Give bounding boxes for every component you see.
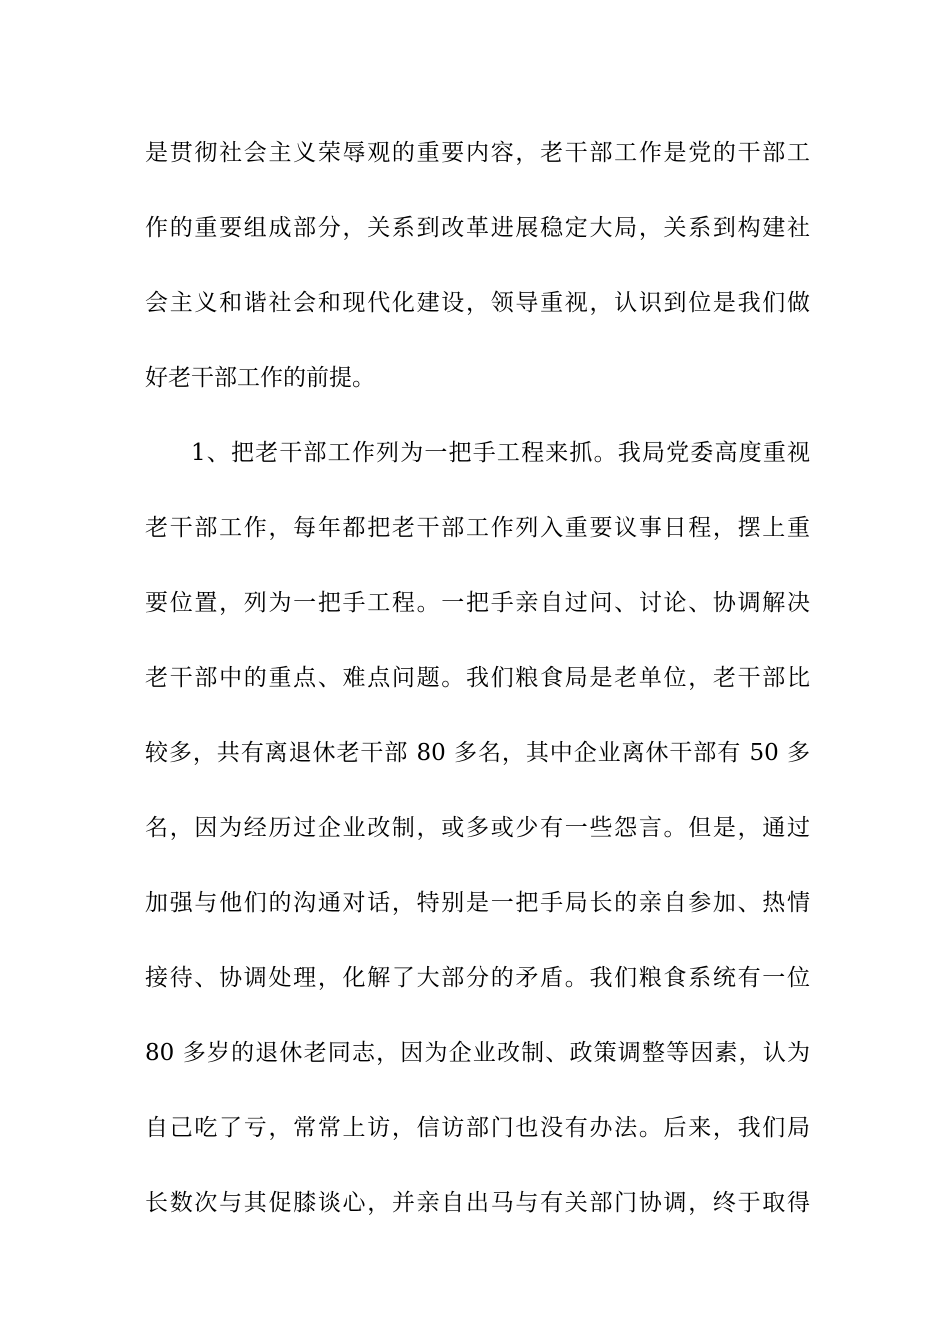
text-line: 老干部中的重点、难点问题。我们粮食局是老单位，老干部比: [145, 665, 810, 691]
text-line: 会主义和谐社会和现代化建设，领导重视，认识到位是我们做: [145, 290, 810, 316]
text-line: 80 多岁的退休老同志，因为企业改制、政策调整等因素，认为: [145, 1040, 810, 1066]
text-line: 老干部工作，每年都把老干部工作列入重要议事日程，摆上重: [145, 515, 810, 541]
text-line: 名，因为经历过企业改制，或多或少有一些怨言。但是，通过: [145, 815, 810, 841]
text-line: 接待、协调处理，化解了大部分的矛盾。我们粮食系统有一位: [145, 965, 810, 991]
text-line: 是贯彻社会主义荣辱观的重要内容，老干部工作是党的干部工: [145, 140, 810, 166]
text-line: 长数次与其促膝谈心，并亲自出马与有关部门协调，终于取得: [145, 1190, 810, 1216]
text-line: 要位置，列为一把手工程。一把手亲自过问、讨论、协调解决: [145, 590, 810, 616]
text-line: 作的重要组成部分，关系到改革进展稳定大局，关系到构建社: [145, 215, 810, 241]
text-line: 加强与他们的沟通对话，特别是一把手局长的亲自参加、热情: [145, 890, 810, 916]
document-body: [145, 127, 810, 1252]
text-line: 自己吃了亏，常常上访，信访部门也没有办法。后来，我们局: [145, 1115, 810, 1141]
text-line: 1、把老干部工作列为一把手工程来抓。我局党委高度重视: [191, 440, 810, 466]
text-line: 较多，共有离退休老干部 80 多名，其中企业离休干部有 50 多: [145, 740, 810, 766]
text-line: 好老干部工作的前提。: [145, 365, 375, 391]
